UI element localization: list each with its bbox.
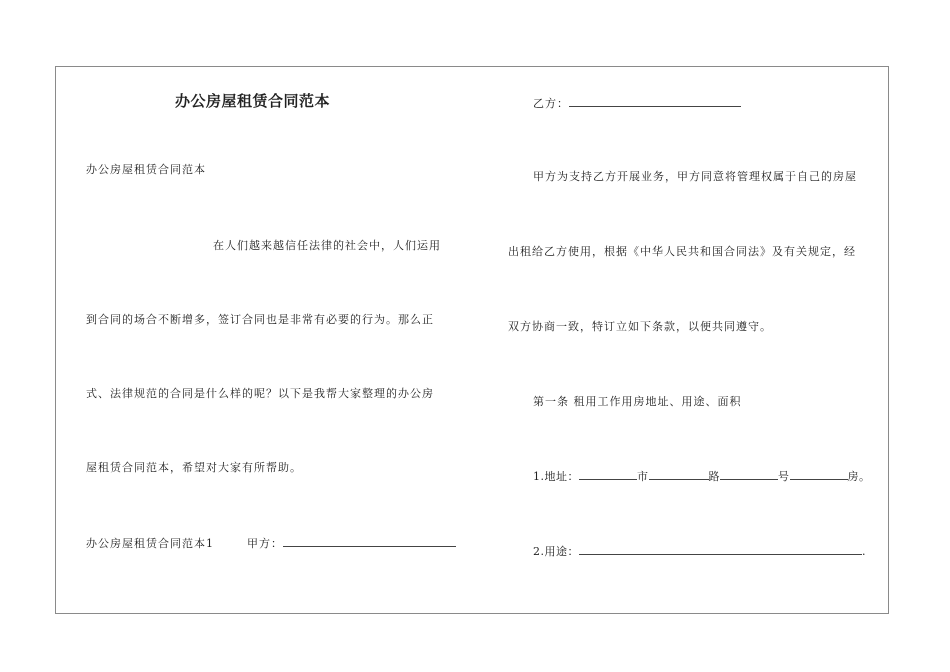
- subtitle: 办公房屋租赁合同范本: [86, 163, 206, 176]
- address-city-blank[interactable]: [579, 469, 637, 480]
- address-road-label: 路: [708, 470, 720, 483]
- party-b-label: 乙方：: [533, 97, 569, 110]
- article-1-heading: 第一条 租用工作用房地址、用途、面积: [533, 395, 742, 408]
- address-row: [533, 468, 871, 484]
- address-number-blank[interactable]: [720, 469, 778, 480]
- section-heading-1: 办公房屋租赁合同范本1: [86, 537, 214, 550]
- intro-line-2: 到合同的场合不断增多，签订合同也是非常有必要的行为。那么正: [86, 313, 434, 326]
- party-a-label: 甲方：: [247, 537, 283, 550]
- address-label: 1.地址：: [533, 470, 579, 483]
- address-number-label: 号: [778, 470, 790, 483]
- usage-label: 2.用途：: [533, 545, 579, 558]
- clause-line-2: 出租给乙方使用，根据《中华人民共和国合同法》及有关规定，经: [508, 245, 856, 258]
- address-room-blank[interactable]: [790, 469, 848, 480]
- address-city-label: 市: [637, 470, 649, 483]
- usage-row: [533, 543, 866, 559]
- party-b-blank[interactable]: [569, 96, 741, 107]
- document-frame: [55, 66, 889, 614]
- usage-end: .: [862, 545, 866, 558]
- document-title: 办公房屋租赁合同范本: [175, 92, 331, 110]
- party-a-blank[interactable]: [283, 536, 456, 547]
- party-b-row: [533, 95, 741, 111]
- party-a-row: [247, 535, 456, 551]
- intro-line-1: 在人们越来越信任法律的社会中，人们运用: [213, 239, 441, 252]
- address-room-label: 房。: [847, 470, 871, 483]
- clause-line-3: 双方协商一致，特订立如下条款，以便共同遵守。: [508, 320, 772, 333]
- intro-line-4: 屋租赁合同范本，希望对大家有所帮助。: [86, 461, 302, 474]
- clause-line-1: 甲方为支持乙方开展业务，甲方同意将管理权属于自己的房屋: [533, 170, 857, 183]
- usage-blank[interactable]: [579, 544, 862, 555]
- address-road-blank[interactable]: [649, 469, 709, 480]
- intro-line-3: 式、法律规范的合同是什么样的呢？以下是我帮大家整理的办公房: [86, 387, 434, 400]
